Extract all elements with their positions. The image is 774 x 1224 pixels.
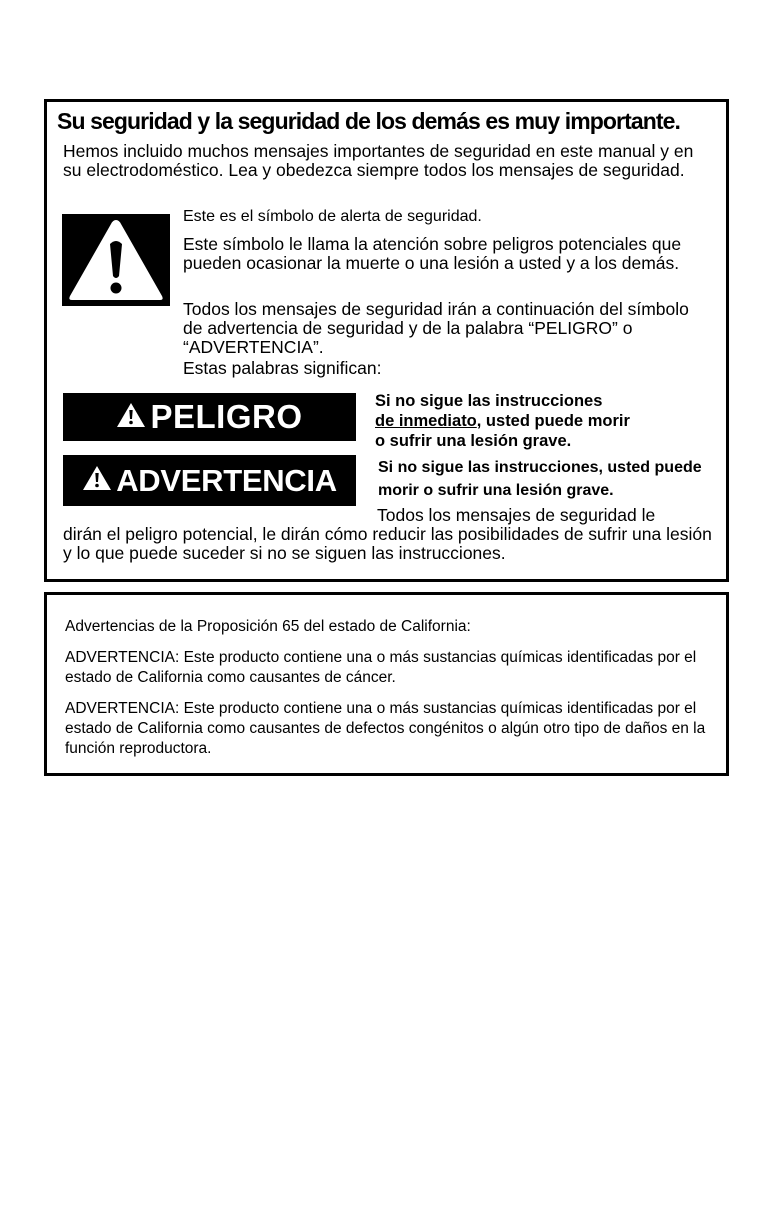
danger-text-line3: o sufrir una lesión grave.: [375, 432, 572, 450]
danger-text-line1: Si no sigue las instrucciones: [375, 392, 603, 410]
danger-label: PELIGRO: [150, 398, 303, 435]
closing-text: [63, 506, 723, 563]
california-prop65-box: [44, 592, 729, 776]
prop65-heading: Advertencias de la Proposición 65 del estado de California:: [65, 618, 471, 635]
prop65-cancer-warning: ADVERTENCIA: Este producto contiene una o más sustancias químicas identificadas por el estado de California como causantes de cáncer.: [65, 649, 697, 686]
danger-text: [375, 391, 715, 451]
messages-text: Todos los mensajes de seguridad irán a continuación del símbolo de advertencia de seguridad y de la palabra “PELIGRO” o “ADVERTENCIA”.: [183, 299, 689, 357]
safety-alert-triangle-icon: [62, 214, 170, 306]
danger-signal-word: [63, 393, 356, 441]
danger-text-line2: , usted puede morir: [476, 412, 630, 430]
symbol-description: Este símbolo le llama la atención sobre peligros potenciales que pueden ocasionar la muerte o una lesión a usted y a los demás.: [183, 234, 682, 273]
warning-triangle-icon: [116, 398, 146, 436]
warning-triangle-icon: [82, 463, 112, 499]
warning-signal-word: [63, 455, 356, 506]
safety-intro: Hemos incluido muchos mensajes importantes de seguridad en este manual y en su electrodoméstico. Lea y obedezca siempre todos los mensajes de seguridad.: [63, 141, 694, 180]
closing-text-first: Todos los mensajes de seguridad le: [377, 505, 656, 525]
safety-notice-box: [44, 99, 729, 582]
warning-label: ADVERTENCIA: [116, 462, 337, 498]
warning-text: Si no sigue las instrucciones, usted puede morir o sufrir una lesión grave.: [378, 459, 702, 499]
symbol-title: Este es el símbolo de alerta de seguridad.: [183, 208, 482, 225]
words-mean-text: Estas palabras significan:: [183, 358, 382, 378]
danger-text-underlined: de inmediato: [375, 412, 477, 430]
closing-text-rest: dirán el peligro potencial, le dirán cómo reducir las posibilidades de sufrir una lesión y lo que puede suceder si no se siguen las instrucciones.: [63, 524, 712, 563]
safety-title: Su seguridad y la seguridad de los demás es muy importante.: [57, 108, 681, 134]
prop65-reproductive-warning: ADVERTENCIA: Este producto contiene una o más sustancias químicas identificadas por el estado de California como causantes de defectos congénitos o algún otro tipo de daños en la función reproductora.: [65, 700, 706, 757]
